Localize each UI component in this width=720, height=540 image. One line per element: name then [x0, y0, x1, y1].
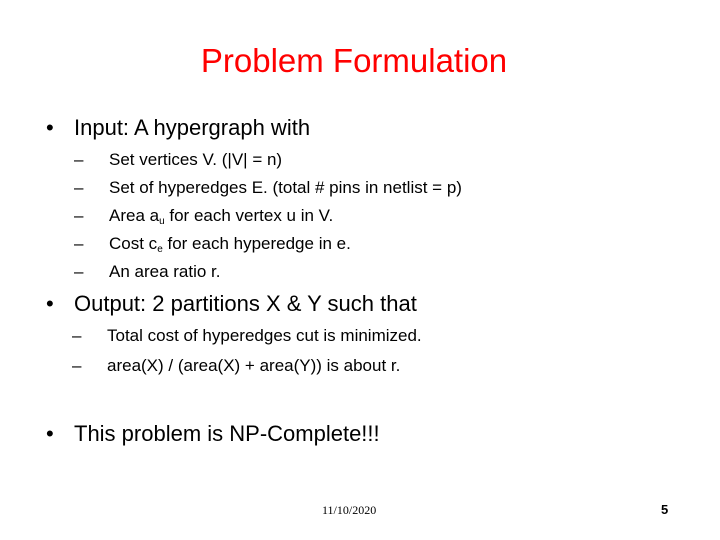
sub-item-cost	[74, 234, 351, 260]
dash-marker: –	[74, 234, 84, 253]
dash-marker: –	[74, 150, 84, 169]
sub-item-text-pre: Cost c	[109, 234, 158, 253]
sub-item-text: Set vertices V. (|V| = n)	[109, 150, 283, 169]
sub-item-vertices	[74, 150, 283, 170]
bullet-conclusion-text: This problem is NP-Complete!!!	[74, 421, 380, 446]
slide-title: Problem Formulation	[200, 42, 508, 79]
footer-date: 11/10/2020	[322, 503, 377, 517]
sub-item-text: An area ratio r.	[109, 262, 221, 281]
page-number: 5	[661, 502, 669, 517]
sub-item-text-post: for each vertex u in V.	[164, 206, 334, 225]
subscript-e: e	[157, 244, 163, 255]
bullet-output	[46, 291, 417, 317]
dash-marker: –	[74, 206, 84, 225]
sub-item-text-post: for each hyperedge in e.	[162, 234, 351, 253]
bullet-marker: •	[46, 115, 54, 140]
subscript-u: u	[159, 216, 165, 227]
bullet-input-text: Input: A hypergraph with	[74, 115, 311, 140]
sub-item-cost-cut	[72, 326, 422, 346]
dash-marker: –	[72, 356, 82, 375]
sub-item-text-pre: Area a	[109, 206, 160, 225]
dash-marker: –	[72, 326, 82, 345]
bullet-marker: •	[46, 421, 54, 446]
dash-marker: –	[74, 178, 84, 197]
bullet-conclusion	[46, 421, 380, 447]
sub-item-text: Total cost of hyperedges cut is minimized.	[107, 326, 422, 345]
sub-item-text: Set of hyperedges E. (total # pins in netlist = p)	[109, 178, 462, 197]
sub-item-ratio	[74, 262, 221, 282]
sub-item-hyperedges	[74, 178, 462, 198]
sub-item-area-ratio	[72, 356, 401, 376]
sub-item-text: area(X) / (area(X) + area(Y)) is about r.	[107, 356, 401, 375]
bullet-input	[46, 115, 310, 141]
dash-marker: –	[74, 262, 84, 281]
bullet-marker: •	[46, 291, 54, 316]
bullet-output-text: Output: 2 partitions X & Y such that	[74, 291, 417, 316]
sub-item-area	[74, 206, 334, 232]
